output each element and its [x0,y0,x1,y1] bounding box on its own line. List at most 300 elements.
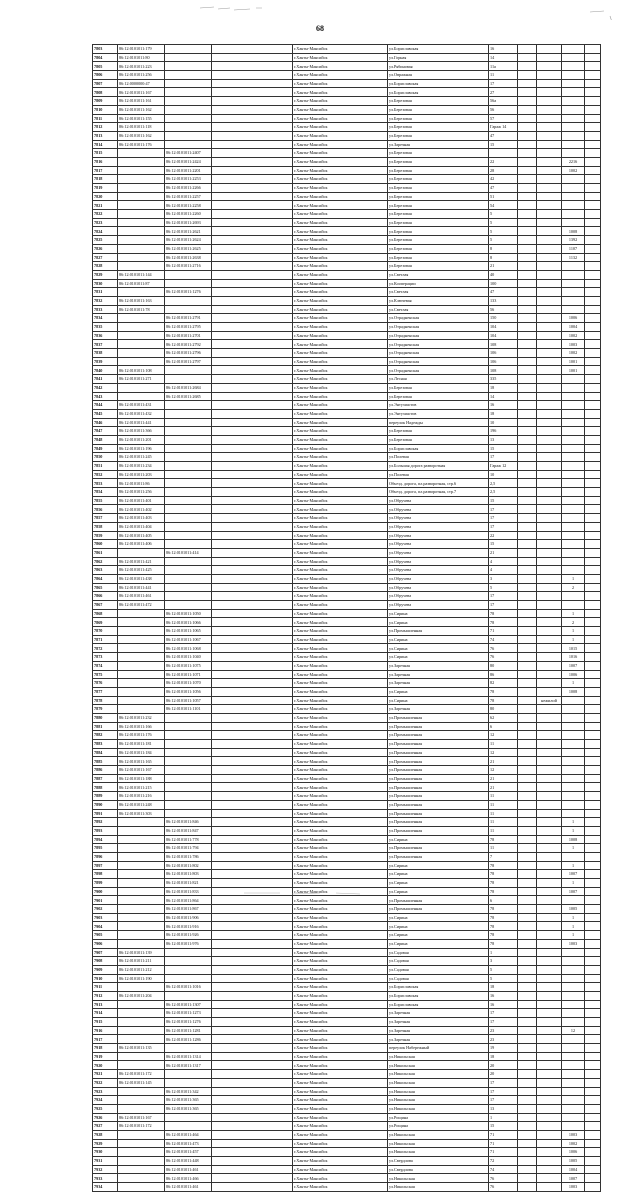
table-cell-col-10 [585,687,601,696]
table-cell-col-5: ул.Заречная [388,670,489,679]
table-cell-col-5: ул.Бориславская [388,1000,489,1009]
table-cell-col-2 [165,965,212,974]
table-cell-col-8 [537,922,562,931]
table-cell-col-5: ул.Кооперации [388,279,489,288]
table-cell-col-8 [537,1113,562,1122]
table-cell-col-2 [165,45,212,54]
table-cell-col-9 [562,601,585,610]
table-cell-col-2: 86:12:0101011:2407 [165,149,212,158]
table-cell-col-3 [212,635,293,644]
table-cell-col-0: 7879 [93,705,118,714]
table-cell-col-7 [518,392,537,401]
table-cell-col-0: 7818 [93,175,118,184]
table-cell-col-7 [518,401,537,410]
table-cell-col-3 [212,783,293,792]
table-cell-col-3 [212,53,293,62]
table-cell-col-8 [537,496,562,505]
table-cell-col-4: г.Ханты-Мансийск [293,1026,388,1035]
table-cell-col-7 [518,1096,537,1105]
table-cell-col-4: г.Ханты-Мансийск [293,166,388,175]
table-cell-col-1: 86:12:0101011:162 [118,105,165,114]
table-cell-col-1: 86:12:0101011:78 [118,305,165,314]
table-cell-col-8 [537,305,562,314]
table-cell-col-6: 71 [489,1148,518,1157]
table-cell-col-5: ул.Отрадненская [388,314,489,323]
table-cell-col-6: 15 [489,140,518,149]
table-cell-col-0: 7899 [93,879,118,888]
table-cell-col-9 [562,184,585,193]
table-cell-col-7 [518,913,537,922]
table-cell-col-3 [212,349,293,358]
table-cell-col-1 [118,331,165,340]
table-cell-col-0: 7805 [93,62,118,71]
table-cell-col-1: 86:12:0101011:176 [118,140,165,149]
table-cell-col-7 [518,1035,537,1044]
table-cell-col-8 [537,852,562,861]
table-row [93,722,601,731]
table-cell-col-6: 11 [489,792,518,801]
table-cell-col-1 [118,157,165,166]
table-row [93,800,601,809]
table-cell-col-0: 7809 [93,97,118,106]
table-cell-col-6: 100 [489,279,518,288]
table-row [93,783,601,792]
table-cell-col-3 [212,375,293,384]
table-cell-col-6: 6 [489,896,518,905]
table-cell-col-1 [118,670,165,679]
table-cell-col-5: ул.Березовая [388,192,489,201]
table-cell-col-4: г.Ханты-Мансийск [293,305,388,314]
table-cell-col-7 [518,774,537,783]
table-cell-col-4: г.Ханты-Мансийск [293,879,388,888]
table-cell-col-4: г.Ханты-Мансийск [293,349,388,358]
table-cell-col-8 [537,722,562,731]
table-cell-col-7 [518,852,537,861]
table-cell-col-9 [562,948,585,957]
table-cell-col-1 [118,818,165,827]
table-cell-col-10 [585,879,601,888]
table-cell-col-7 [518,1052,537,1061]
table-cell-col-4: г.Ханты-Мансийск [293,731,388,740]
table-row [93,88,601,97]
table-cell-col-6: 22 [489,157,518,166]
table-cell-col-4: г.Ханты-Мансийск [293,453,388,462]
table-cell-col-3 [212,861,293,870]
table-cell-col-2 [165,114,212,123]
table-cell-col-5: ул.Обручева [388,522,489,531]
table-cell-col-9: 1002 [562,166,585,175]
table-cell-col-0: 7894 [93,835,118,844]
table-row [93,1044,601,1053]
table-cell-col-7 [518,870,537,879]
table-cell-col-9: 1 [562,861,585,870]
table-cell-col-1 [118,922,165,931]
table-cell-col-8 [537,939,562,948]
table-row [93,71,601,80]
table-cell-col-10 [585,1165,601,1174]
table-cell-col-0: 7875 [93,670,118,679]
table-row [93,618,601,627]
table-cell-col-7 [518,1070,537,1079]
table-cell-col-5: ул.Промышленная [388,809,489,818]
table-cell-col-0: 7832 [93,296,118,305]
table-cell-col-0: 7843 [93,392,118,401]
table-cell-col-4: г.Ханты-Мансийск [293,1130,388,1139]
table-cell-col-2: 86:12:0101011:1273 [165,1009,212,1018]
table-row [93,288,601,297]
table-cell-col-1: 86:12:0101011:108 [118,366,165,375]
table-cell-col-5: ул.Промышленная [388,757,489,766]
table-cell-col-10 [585,696,601,705]
table-cell-col-1 [118,548,165,557]
table-cell-col-2 [165,444,212,453]
table-cell-col-1: 86:12:0101011:165 [118,757,165,766]
table-cell-col-8 [537,1018,562,1027]
table-cell-col-4: г.Ханты-Мансийск [293,835,388,844]
table-row [93,1009,601,1018]
table-cell-col-6: 78 [489,618,518,627]
table-cell-col-7 [518,262,537,271]
table-cell-col-1: 86:12:0101011:201 [118,435,165,444]
table-cell-col-0: 7888 [93,783,118,792]
table-cell-col-5: ул.Полевая [388,453,489,462]
table-cell-col-6: 17 [489,592,518,601]
table-cell-col-5: Объезд. дорога, пл.разворотная, стр.7 [388,488,489,497]
table-cell-col-6: 5 [489,583,518,592]
table-cell-col-1 [118,383,165,392]
table-cell-col-0: 7901 [93,896,118,905]
table-cell-col-6: 12 [489,766,518,775]
table-cell-col-3 [212,1000,293,1009]
table-cell-col-8 [537,1148,562,1157]
table-cell-col-10 [585,783,601,792]
table-row [93,748,601,757]
table-cell-col-0: 7878 [93,696,118,705]
table-cell-col-10 [585,557,601,566]
table-row [93,227,601,236]
table-cell-col-3 [212,357,293,366]
table-row [93,661,601,670]
table-row [93,157,601,166]
table-cell-col-6: 57 [489,114,518,123]
table-cell-col-1: 86:12:0101011:135 [118,1044,165,1053]
table-cell-col-3 [212,835,293,844]
table-cell-col-7 [518,244,537,253]
table-cell-col-0: 7807 [93,79,118,88]
table-cell-col-8 [537,1122,562,1131]
table-cell-col-1: 86:12:0101011:303 [118,809,165,818]
table-row [93,687,601,696]
table-row [93,1148,601,1157]
table-cell-col-6: 17 [489,1087,518,1096]
table-cell-col-3 [212,644,293,653]
table-cell-col-7 [518,635,537,644]
table-row [93,392,601,401]
table-row [93,97,601,106]
table-cell-col-2 [165,418,212,427]
table-cell-col-5: ул.Никольская [388,1174,489,1183]
table-cell-col-6: 22 [489,531,518,540]
table-cell-col-6: 82 [489,679,518,688]
table-cell-col-1: 86:12:0101011:406 [118,540,165,549]
table-cell-col-0: 7915 [93,1018,118,1027]
table-cell-col-8 [537,383,562,392]
table-cell-col-5: ул.Заречная [388,1026,489,1035]
table-cell-col-7 [518,340,537,349]
table-cell-col-0: 7814 [93,140,118,149]
table-row [93,835,601,844]
table-cell-col-6: 17 [489,601,518,610]
table-cell-col-5: ул.Сирина [388,887,489,896]
table-cell-col-5: ул.Светлая [388,305,489,314]
table-cell-col-1 [118,1035,165,1044]
table-cell-col-7 [518,609,537,618]
table-row [93,53,601,62]
table-cell-col-6: 8 [489,253,518,262]
table-cell-col-6: 80 [489,705,518,714]
table-cell-col-0: 7865 [93,583,118,592]
table-row [93,1070,601,1079]
table-cell-col-0: 7881 [93,722,118,731]
table-cell-col-7 [518,991,537,1000]
table-cell-col-6: 86 [489,670,518,679]
table-cell-col-9: 1006 [562,1148,585,1157]
table-cell-col-8 [537,905,562,914]
table-cell-col-10 [585,175,601,184]
table-cell-col-5: ул.Заречная [388,1018,489,1027]
table-cell-col-3 [212,1122,293,1131]
table-cell-col-9: 1004 [562,323,585,332]
register-table-body [93,45,601,1192]
table-cell-col-8 [537,210,562,219]
table-cell-col-4: г.Ханты-Мансийск [293,192,388,201]
table-cell-col-4: г.Ханты-Мансийск [293,1122,388,1131]
table-cell-col-0: 7813 [93,131,118,140]
table-cell-col-0: 7841 [93,375,118,384]
table-cell-col-0: 7825 [93,236,118,245]
table-cell-col-9: 2 [562,583,585,592]
table-cell-col-1 [118,1104,165,1113]
table-row [93,627,601,636]
table-cell-col-4: г.Ханты-Мансийск [293,592,388,601]
table-cell-col-2 [165,488,212,497]
table-cell-col-8 [537,557,562,566]
table-cell-col-0: 7847 [93,427,118,436]
table-cell-col-9 [562,192,585,201]
table-cell-col-0: 7839 [93,357,118,366]
table-cell-col-9 [562,270,585,279]
table-cell-col-6: 8 [489,244,518,253]
table-cell-col-6: 47 [489,288,518,297]
table-cell-col-10 [585,357,601,366]
table-cell-col-9 [562,896,585,905]
table-cell-col-10 [585,123,601,132]
table-cell-col-9: 1 [562,922,585,931]
table-cell-col-3 [212,1157,293,1166]
table-row [93,114,601,123]
table-cell-col-4: г.Ханты-Мансийск [293,131,388,140]
table-cell-col-3 [212,114,293,123]
table-cell-col-4: г.Ханты-Мансийск [293,392,388,401]
table-cell-col-5: ул.Бориславская [388,88,489,97]
table-cell-col-1: 86:12:0101011:184 [118,748,165,757]
table-cell-col-4: г.Ханты-Мансийск [293,383,388,392]
table-cell-col-3 [212,71,293,80]
table-cell-col-10 [585,323,601,332]
table-row [93,1078,601,1087]
table-cell-col-1 [118,192,165,201]
table-cell-col-4: г.Ханты-Мансийск [293,601,388,610]
table-cell-col-0: 7827 [93,253,118,262]
table-cell-col-2 [165,722,212,731]
table-cell-col-1: 86:12:0101011:405 [118,531,165,540]
table-cell-col-4: г.Ханты-Мансийск [293,687,388,696]
table-cell-col-3 [212,1113,293,1122]
table-row [93,957,601,966]
table-cell-col-5: ул.Сирина [388,870,489,879]
table-cell-col-3 [212,340,293,349]
table-cell-col-4: г.Ханты-Мансийск [293,123,388,132]
table-cell-col-8 [537,1087,562,1096]
table-cell-col-10 [585,1009,601,1018]
table-cell-col-6: 42 [489,175,518,184]
table-cell-col-1: 86:12:0101011:203 [118,470,165,479]
table-cell-col-7 [518,540,537,549]
table-cell-col-1: 86:12:0101011:118 [118,123,165,132]
table-cell-col-2 [165,748,212,757]
table-row [93,601,601,610]
table-cell-col-3 [212,166,293,175]
table-cell-col-4: г.Ханты-Мансийск [293,800,388,809]
table-row [93,409,601,418]
table-cell-col-6: 108 [489,340,518,349]
table-cell-col-2: 86:12:0101011:365 [165,1104,212,1113]
table-cell-col-0: 7904 [93,922,118,931]
table-cell-col-0: 7812 [93,123,118,132]
table-row [93,357,601,366]
table-cell-col-4: г.Ханты-Мансийск [293,53,388,62]
table-cell-col-6: 17 [489,79,518,88]
table-cell-col-10 [585,192,601,201]
table-cell-col-6: 10 [489,470,518,479]
table-cell-col-7 [518,71,537,80]
table-cell-col-9 [562,114,585,123]
table-cell-col-5: ул.Обручева [388,592,489,601]
table-cell-col-10 [585,114,601,123]
table-cell-col-7 [518,948,537,957]
table-cell-col-9 [562,1061,585,1070]
table-cell-col-3 [212,566,293,575]
table-row [93,45,601,54]
table-cell-col-5: ул.Бориславская [388,79,489,88]
table-cell-col-8 [537,349,562,358]
table-cell-col-5: ул.Сирина [388,879,489,888]
table-cell-col-7 [518,227,537,236]
table-cell-col-9: 1 [562,609,585,618]
table-cell-col-9 [562,957,585,966]
table-cell-col-0: 7874 [93,661,118,670]
table-cell-col-5: ул.Заречная [388,661,489,670]
table-cell-col-6: 76 [489,644,518,653]
table-cell-col-1: 86:12:0101011:161 [118,97,165,106]
table-cell-col-9 [562,1122,585,1131]
table-cell-col-8 [537,1183,562,1192]
table-cell-col-9: 1 [562,574,585,583]
table-cell-col-3 [212,974,293,983]
table-cell-col-5: ул.Сирина [388,913,489,922]
table-cell-col-8 [537,609,562,618]
table-cell-col-5: ул.Заречная [388,140,489,149]
table-row [93,1035,601,1044]
table-row [93,149,601,158]
table-cell-col-9: 1005 [562,905,585,914]
table-cell-col-7 [518,766,537,775]
table-cell-col-7 [518,740,537,749]
table-cell-col-7 [518,835,537,844]
table-cell-col-1 [118,349,165,358]
table-cell-col-6: 21 [489,548,518,557]
table-cell-col-9 [562,427,585,436]
table-cell-col-4: г.Ханты-Мансийск [293,957,388,966]
table-cell-col-2 [165,531,212,540]
table-cell-col-8 [537,140,562,149]
table-row [93,548,601,557]
table-cell-col-0: 7853 [93,479,118,488]
table-cell-col-4: г.Ханты-Мансийск [293,635,388,644]
table-cell-col-8 [537,687,562,696]
table-cell-col-5: ул.Промышленная [388,783,489,792]
table-cell-col-1: 86:12:0101011:167 [118,88,165,97]
table-cell-col-8 [537,1035,562,1044]
table-cell-col-10 [585,1078,601,1087]
table-cell-col-10 [585,679,601,688]
table-cell-col-6: 16 [489,991,518,1000]
table-cell-col-0: 7863 [93,566,118,575]
table-cell-col-6: 19 [489,1044,518,1053]
table-cell-col-1: 86:12:0101011:144 [118,270,165,279]
table-cell-col-5: ул.Березовая [388,97,489,106]
table-cell-col-3 [212,1165,293,1174]
table-cell-col-8 [537,1096,562,1105]
table-cell-col-9: 1 [562,931,585,940]
table-cell-col-6: 78 [489,879,518,888]
table-cell-col-9 [562,140,585,149]
table-cell-col-8 [537,192,562,201]
table-cell-col-1: 86:12:0101011:421 [118,557,165,566]
table-cell-col-8 [537,1130,562,1139]
table-cell-col-0: 7887 [93,774,118,783]
table-cell-col-5: Объезд. дорога, пл.разворотная, стр.6 [388,479,489,488]
table-cell-col-9 [562,566,585,575]
table-cell-col-7 [518,123,537,132]
table-cell-col-8 [537,184,562,193]
table-cell-col-4: г.Ханты-Мансийск [293,71,388,80]
table-cell-col-9 [562,731,585,740]
table-cell-col-7 [518,879,537,888]
table-cell-col-10 [585,540,601,549]
table-cell-col-5: ул.Садовая [388,957,489,966]
table-cell-col-9 [562,383,585,392]
table-cell-col-3 [212,1061,293,1070]
table-cell-col-9 [562,279,585,288]
table-cell-col-9 [562,1087,585,1096]
table-row [93,1096,601,1105]
table-cell-col-1: 86:12:0101011:167 [118,766,165,775]
table-cell-col-9 [562,540,585,549]
table-cell-col-4: г.Ханты-Мансийск [293,444,388,453]
table-cell-col-9 [562,79,585,88]
table-cell-col-8 [537,931,562,940]
